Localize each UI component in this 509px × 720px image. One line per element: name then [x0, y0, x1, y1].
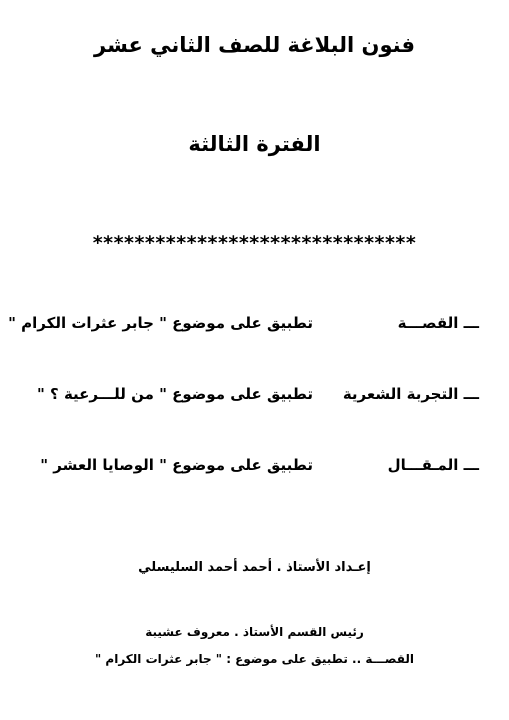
topic-item: ـــ المـقـــال	[387, 456, 479, 474]
topic-row-poetic-experience	[20, 385, 479, 411]
topic-row-story	[8, 314, 479, 340]
term-heading: الفترة الثالثة	[188, 132, 321, 156]
department-head: رئيس القسم الأستاذ . معروف عشيبة	[145, 625, 364, 639]
document-title: فنون البلاغة للصف الثاني عشر	[94, 33, 415, 57]
footer-line: القصـــة .. تطبيق على موضوع : " جابر عثرات الكرام "	[94, 652, 414, 666]
topic-description: تطبيق على موضوع " الوصايا العشر "	[40, 456, 313, 474]
topic-description: تطبيق على موضوع " جابر عثرات الكرام "	[8, 314, 313, 332]
prepared-by: إعـداد الأستاذ . أحمد أحمد السليسلي	[138, 560, 371, 575]
topic-description: تطبيق على موضوع " من للـــرعية ؟ "	[37, 385, 313, 403]
star-separator: *******************************	[92, 232, 417, 254]
topic-item: ـــ التجربة الشعرية	[342, 385, 479, 403]
topic-row-article	[20, 456, 479, 482]
topic-item: ـــ القصـــة	[397, 314, 479, 332]
